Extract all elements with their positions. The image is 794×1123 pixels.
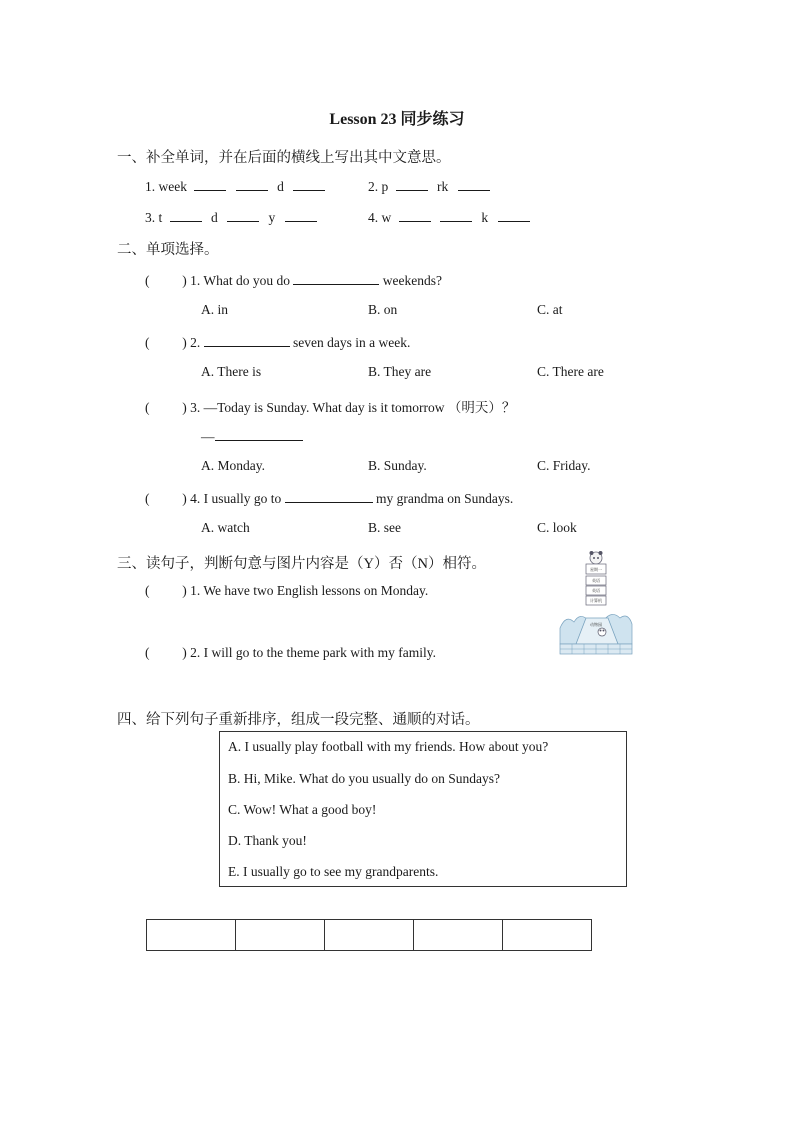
- svg-text:动物园: 动物园: [590, 622, 602, 627]
- option-c[interactable]: C. look: [537, 520, 577, 535]
- sentence-text: 2. I will go to the theme park with my family.: [190, 645, 436, 660]
- s1-question-2: [368, 177, 490, 195]
- option-b[interactable]: B. see: [368, 520, 401, 535]
- letter-blank[interactable]: [170, 208, 202, 222]
- answer-cell-3[interactable]: [325, 920, 414, 951]
- answer-paren-close: ): [182, 273, 187, 288]
- word-part: week: [158, 179, 187, 194]
- s3-sentence-1: [145, 583, 428, 599]
- option-a[interactable]: A. watch: [201, 520, 250, 535]
- section3-heading: 三、读句子，判断句意与图片内容是（Y）否（N）相符。: [117, 556, 486, 572]
- q-number: 4.: [368, 210, 379, 225]
- option-c[interactable]: C. There are: [537, 364, 604, 379]
- q-number: 4.: [190, 491, 201, 506]
- option-a[interactable]: A. Monday.: [201, 458, 265, 473]
- q-text: my grandma on Sundays.: [376, 491, 514, 506]
- answer-paren-close: ): [182, 491, 187, 506]
- answer-paren-close: ): [182, 583, 187, 598]
- letter-blank[interactable]: [396, 177, 428, 191]
- meaning-blank[interactable]: [498, 208, 530, 222]
- answer-paren-open: (: [145, 645, 150, 660]
- answer-cell-2[interactable]: [236, 920, 325, 951]
- svg-text:计算机: 计算机: [590, 598, 602, 603]
- option-c[interactable]: C. at: [537, 302, 563, 317]
- q-text: weekends?: [382, 273, 442, 288]
- q-text: seven days in a week.: [293, 335, 411, 350]
- q-number: 2.: [190, 335, 201, 350]
- word-part: y: [268, 210, 276, 225]
- word-part: p: [381, 179, 389, 194]
- s2-question-2: [145, 333, 410, 351]
- q-number: 3.: [145, 210, 156, 225]
- s2-q3-answer-line: [201, 427, 303, 445]
- dialogue-line-d: D. Thank you!: [228, 833, 307, 848]
- section4-heading: 四、给下列句子重新排序，组成一段完整、通顺的对话。: [117, 712, 480, 728]
- fill-blank[interactable]: [285, 489, 373, 503]
- option-b[interactable]: B. They are: [368, 364, 432, 379]
- dialogue-line-b: B. Hi, Mike. What do you usually do on Sundays?: [228, 771, 500, 786]
- answer-cell-5[interactable]: [503, 920, 592, 951]
- option-a[interactable]: A. in: [201, 302, 228, 317]
- answer-paren-close: ): [182, 335, 187, 350]
- meaning-blank[interactable]: [458, 177, 490, 191]
- svg-text:星期一: 星期一: [590, 567, 602, 572]
- s3-sentence-2: [145, 645, 436, 661]
- word-part: t: [158, 210, 163, 225]
- page-title: Lesson 23 同步练习: [329, 111, 465, 128]
- q-number: 1.: [145, 179, 156, 194]
- answer-paren-close: ): [182, 645, 187, 660]
- order-answer-table: [146, 919, 592, 951]
- option-a[interactable]: A. There is: [201, 364, 262, 379]
- q-text: —Today is Sunday. What day is it tomorrow （明天）？: [203, 400, 516, 415]
- word-part: w: [381, 210, 392, 225]
- meaning-blank[interactable]: [293, 177, 325, 191]
- dialogue-line-e: E. I usually go to see my grandparents.: [228, 864, 439, 879]
- letter-blank[interactable]: [236, 177, 268, 191]
- schedule-and-park-illustration: [558, 548, 634, 658]
- dialogue-box: [219, 731, 627, 887]
- option-c[interactable]: C. Friday.: [537, 458, 591, 473]
- letter-blank[interactable]: [227, 208, 259, 222]
- fill-blank[interactable]: [204, 333, 290, 347]
- answer-paren-open: (: [145, 400, 150, 415]
- fill-blank[interactable]: [293, 271, 379, 285]
- q-number: 2.: [368, 179, 379, 194]
- q-text: I usually go to: [203, 491, 282, 506]
- letter-blank[interactable]: [440, 208, 472, 222]
- svg-text:英语: 英语: [592, 588, 600, 593]
- svg-text:英语: 英语: [592, 578, 600, 583]
- word-part: k: [481, 210, 489, 225]
- s1-question-4: [368, 208, 530, 226]
- answer-paren-open: (: [145, 335, 150, 350]
- q-number: 3.: [190, 400, 201, 415]
- answer-cell-1[interactable]: [147, 920, 236, 951]
- s1-question-3: [145, 208, 317, 226]
- q-number: 1.: [190, 273, 201, 288]
- word-part: d: [277, 179, 284, 194]
- letter-blank[interactable]: [399, 208, 431, 222]
- section1-heading: 一、补全单词，并在后面的横线上写出其中文意思。: [117, 150, 451, 166]
- option-b[interactable]: B. Sunday.: [368, 458, 427, 473]
- s2-question-4: [145, 489, 513, 507]
- dialogue-line-a: A. I usually play football with my friends. How about you?: [228, 739, 549, 754]
- answer-paren-open: (: [145, 491, 150, 506]
- answer-cell-4[interactable]: [414, 920, 503, 951]
- s2-question-3: [145, 396, 515, 416]
- section2-heading: 二、单项选择。: [117, 242, 219, 258]
- s2-question-1: [145, 271, 442, 289]
- word-part: d: [211, 210, 218, 225]
- meaning-blank[interactable]: [285, 208, 317, 222]
- dialogue-line-c: C. Wow! What a good boy!: [228, 802, 377, 817]
- answer-paren-open: (: [145, 273, 150, 288]
- answer-paren-close: ): [182, 400, 187, 415]
- s1-question-1: [145, 177, 325, 195]
- fill-blank[interactable]: [215, 427, 303, 441]
- letter-blank[interactable]: [194, 177, 226, 191]
- option-b[interactable]: B. on: [368, 302, 398, 317]
- answer-paren-open: (: [145, 583, 150, 598]
- q-text: What do you do: [203, 273, 291, 288]
- sentence-text: 1. We have two English lessons on Monday.: [190, 583, 429, 598]
- word-part: rk: [437, 179, 449, 194]
- dash: —: [201, 429, 215, 444]
